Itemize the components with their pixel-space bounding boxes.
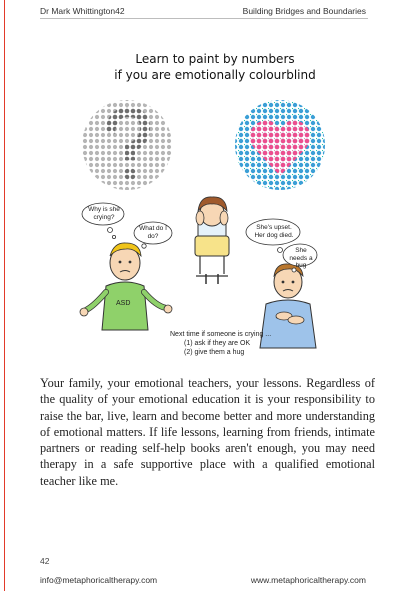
body-paragraph: Your family, your emotional teachers, your lessons. Regardless of the quality of your emotional education it is your responsibility to raise the bar, live, learn and become better and more understanding of emotional matters. If life lessons, learning from friends, intimate partners or reading self-help books aren't enough, you may need therapy in a safe supportive place with a qualified emotional teacher like me. [40, 376, 375, 488]
caption-line-3: (2) give them a hug [184, 349, 245, 356]
grey-ishihara-plate [82, 100, 172, 190]
confused-man-figure [80, 243, 172, 330]
illustration-caption [170, 330, 310, 357]
illustration-title-line-2: if you are emotionally colourblind [114, 68, 316, 82]
margin-rule [4, 0, 5, 591]
header-author: Dr Mark Whittington42 [40, 6, 125, 16]
footer-website: www.metaphoricaltherapy.com [250, 575, 366, 585]
illustration-title-line-1: Learn to paint by numbers [135, 52, 295, 66]
heart-ishihara-plate [235, 100, 325, 190]
cartoon-illustration [70, 48, 360, 366]
caption-line-2: (1) ask if they are OK [184, 340, 251, 347]
shirt-label: ASD [116, 300, 131, 307]
bubble-shes-upset: She's upset. Her dog died. [254, 224, 294, 239]
footer-email: info@metaphoricaltherapy.com [40, 575, 158, 585]
crying-woman-figure [195, 197, 229, 284]
bubble-what-do-i-do: What do I do? [139, 225, 167, 240]
bubble-why-is-she-crying: Why is she crying? [88, 206, 120, 221]
header-book-title: Building Bridges and Boundaries [242, 6, 366, 16]
header-divider [40, 18, 368, 19]
caption-line-1: Next time if someone is crying ... [170, 331, 272, 338]
bubble-she-needs-a-hug: She needs a hug [289, 247, 313, 269]
page-number: 42 [40, 556, 50, 566]
